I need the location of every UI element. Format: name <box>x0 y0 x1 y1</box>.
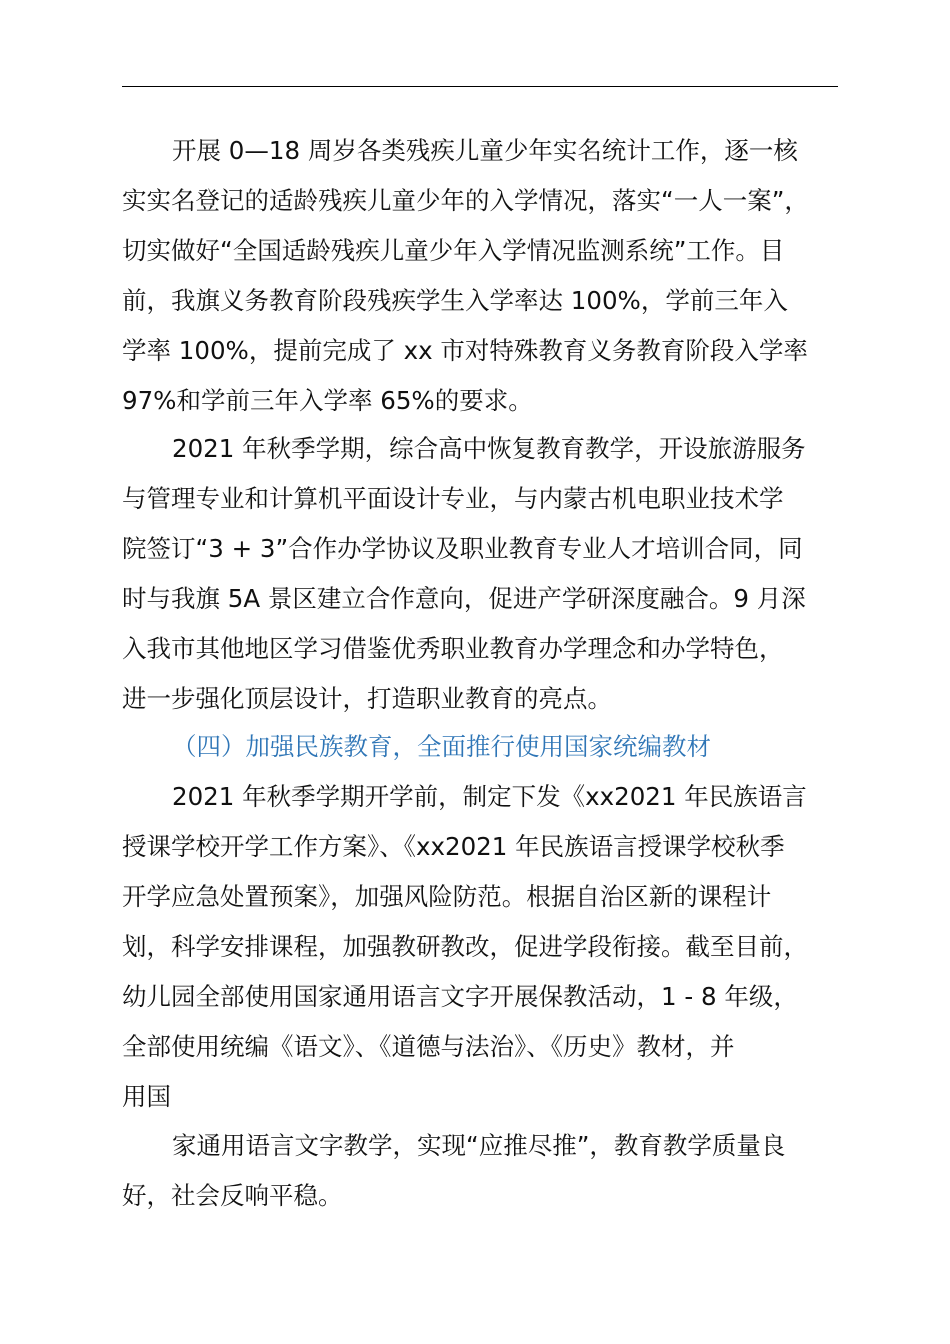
paragraph-line: 授课学校开学工作方案》、《xx2021 年民族语言授课学校秋季 <box>122 832 785 861</box>
paragraph-line: 家通用语言文字教学，实现“应推尽推”，教育教学质量良 <box>172 1131 786 1160</box>
paragraph-line: 入我市其他地区学习借鉴优秀职业教育办学理念和办学特色， <box>122 634 784 663</box>
paragraph-line: 幼儿园全部使用国家通用语言文字开展保教活动，1 - 8 年级， <box>122 982 798 1011</box>
paragraph-line: 时与我旗 5A 景区建立合作意向，促进产学研深度融合。9 月深 <box>122 584 806 613</box>
paragraph-line: 开学应急处置预案》，加强风险防范。根据自治区新的课程计 <box>122 882 772 911</box>
paragraph-line: 97%和学前三年入学率 65%的要求。 <box>122 386 533 415</box>
paragraph-line: 进一步强化顶层设计，打造职业教育的亮点。 <box>122 684 612 713</box>
header-rule <box>122 86 838 87</box>
section-heading: （四）加强民族教育，全面推行使用国家统编教材 <box>172 732 711 761</box>
paragraph-line: 学率 100%，提前完成了 xx 市对特殊教育义务教育阶段入学率 <box>122 336 808 365</box>
paragraph-line: 切实做好“全国适龄残疾儿童少年入学情况监测系统”工作。目 <box>122 236 785 265</box>
paragraph-line: 前，我旗义务教育阶段残疾学生入学率达 100%，学前三年入 <box>122 286 788 315</box>
paragraph-line: 2021 年秋季学期，综合高中恢复教育教学，开设旅游服务 <box>172 434 806 463</box>
paragraph-line: 开展 0—18 周岁各类残疾儿童少年实名统计工作，逐一核 <box>172 136 798 165</box>
paragraph-line: 院签订“3 + 3”合作办学协议及职业教育专业人才培训合同，同 <box>122 534 803 563</box>
paragraph-line: 划，科学安排课程，加强教研教改，促进学段衔接。截至目前， <box>122 932 808 961</box>
paragraph-line: 2021 年秋季学期开学前，制定下发《xx2021 年民族语言 <box>172 782 807 811</box>
paragraph-line: 实实名登记的适龄残疾儿童少年的入学情况，落实“一人一案”， <box>122 186 809 215</box>
paragraph-line: 全部使用统编《语文》、《道德与法治》、《历史》教材，并 <box>122 1032 735 1061</box>
paragraph-line: 好，社会反响平稳。 <box>122 1181 343 1210</box>
paragraph-line: 用国 <box>122 1082 171 1111</box>
paragraph-line: 与管理专业和计算机平面设计专业，与内蒙古机电职业技术学 <box>122 484 784 513</box>
